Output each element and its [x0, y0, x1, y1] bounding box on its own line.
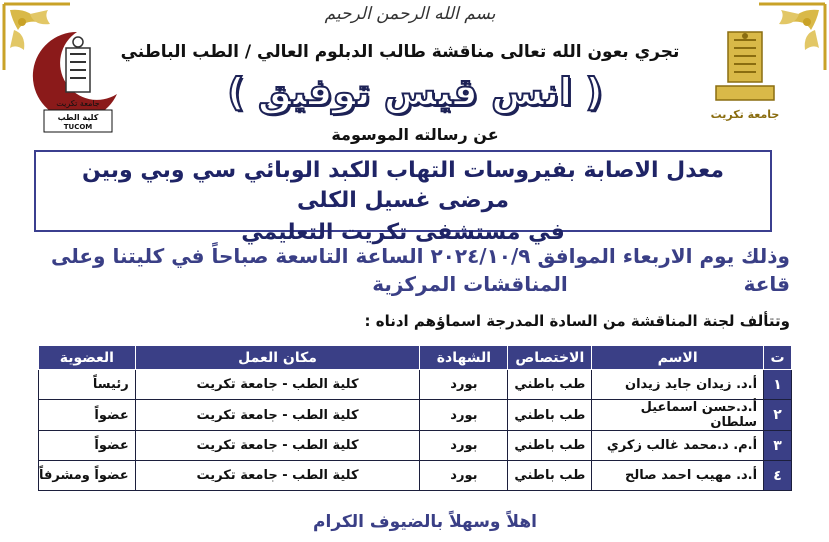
thesis-label: عن رسالته الموسومة: [331, 125, 499, 144]
logo-right-text: جامعة تكريت: [710, 108, 780, 121]
col-header-workplace: مكان العمل: [135, 346, 420, 370]
table-row: [39, 431, 792, 461]
thesis-title-box: [34, 150, 772, 245]
col-header-name: الاسم: [592, 346, 764, 370]
member-name: أ.د.حسن اسماعيل سلطان: [592, 400, 764, 431]
logo-left-text-bottom: كلية الطب: [57, 113, 99, 122]
member-specialty: طب باطني: [508, 461, 592, 491]
row-index: ٢: [764, 400, 792, 431]
member-name: أ.م. د.محمد غالب زكري: [592, 431, 764, 461]
row-index: ٣: [764, 431, 792, 461]
student-name: ( انس قيس توفيق ): [227, 70, 603, 114]
welcome-message: اهلاً وسهلاً بالضيوف الكرام: [313, 512, 537, 532]
logo-left-text-en: TUCOM: [63, 123, 93, 131]
member-role: عضواً: [39, 400, 136, 431]
col-header-index: ت: [764, 346, 792, 370]
member-workplace: كلية الطب - جامعة تكريت: [135, 400, 420, 431]
col-header-degree: الشهادة: [420, 346, 508, 370]
member-specialty: طب باطني: [508, 431, 592, 461]
member-degree: بورد: [420, 461, 508, 491]
member-role: عضواً: [39, 431, 136, 461]
bismillah: بسم الله الرحمن الرحيم: [324, 4, 496, 24]
member-name: أ.د. زيدان جايد زيدان: [592, 370, 764, 400]
member-workplace: كلية الطب - جامعة تكريت: [135, 431, 420, 461]
col-header-role: العضوية: [39, 346, 136, 370]
hall-line: المناقشات المركزية: [372, 272, 568, 296]
thesis-title-line2: في مستشفى تكريت التعليمي: [241, 220, 565, 245]
thesis-title-line1: معدل الاصابة بفيروسات التهاب الكبد الوبائي سي وبي وبين مرضى غسيل الكلى: [82, 158, 724, 213]
table-row: [39, 400, 792, 431]
row-index: ٤: [764, 461, 792, 491]
member-specialty: طب باطني: [508, 400, 592, 431]
logo-left-text-top: جامعة تكريت: [56, 99, 100, 108]
row-index: ١: [764, 370, 792, 400]
member-role: رئيساً: [39, 370, 136, 400]
tikrit-university-logo: [706, 28, 784, 128]
member-degree: بورد: [420, 370, 508, 400]
table-row: [39, 461, 792, 491]
member-degree: بورد: [420, 400, 508, 431]
member-degree: بورد: [420, 431, 508, 461]
member-workplace: كلية الطب - جامعة تكريت: [135, 461, 420, 491]
committee-table: [38, 345, 792, 491]
table-header-row: [39, 346, 792, 370]
college-of-medicine-logo: [30, 26, 125, 136]
col-header-specialty: الاختصاص: [508, 346, 592, 370]
member-role: عضواً ومشرفاً: [39, 461, 136, 491]
announcement-heading: تجري بعون الله تعالى مناقشة طالب الدبلوم العالي / الطب الباطني: [120, 42, 680, 62]
member-workplace: كلية الطب - جامعة تكريت: [135, 370, 420, 400]
table-row: [39, 370, 792, 400]
member-name: أ.د. مهيب احمد صالح: [592, 461, 764, 491]
date-line: وذلك يوم الاربعاء الموافق ٢٠٢٤/١٠/٩ الساعة التاسعة صباحاً في كليتنا وعلى قاعة: [50, 244, 790, 296]
committee-line: وتتألف لجنة المناقشة من السادة المدرجة اسماؤهم ادناه :: [364, 312, 790, 330]
member-specialty: طب باطني: [508, 370, 592, 400]
